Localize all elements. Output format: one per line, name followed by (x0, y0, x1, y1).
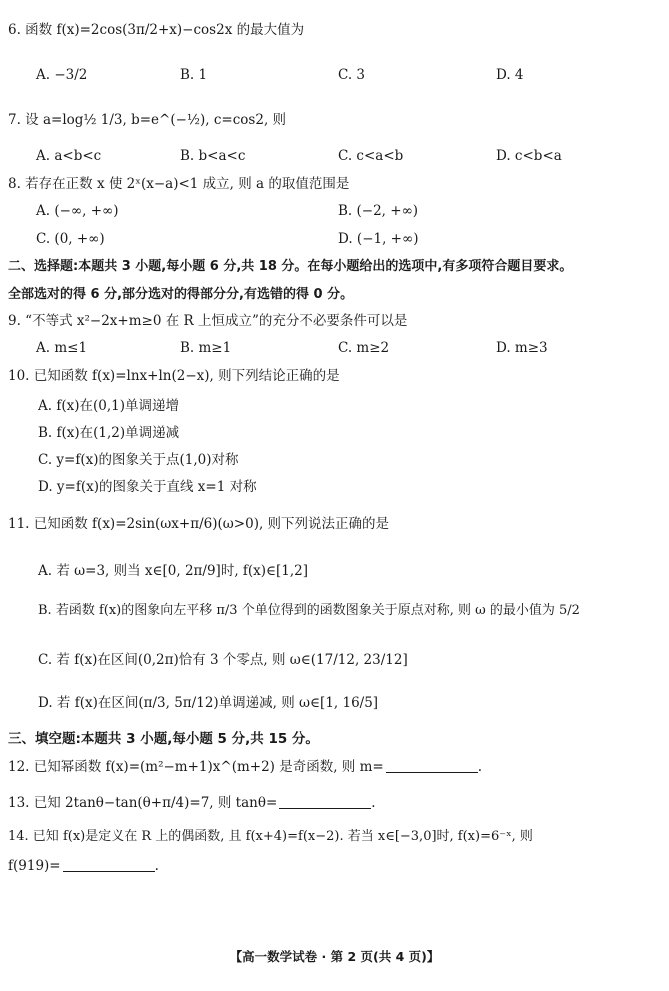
q14-answer-blank[interactable] (63, 859, 155, 872)
question-13 (8, 795, 376, 812)
question-13-stem: 13. 已知 2tanθ−tan(θ+π/4)=7, 则 tanθ= (8, 795, 278, 811)
q8-option-d: D. (−1, +∞) (338, 231, 419, 247)
question-9-stem: 9. “不等式 x²−2x+m≥0 在 R 上恒成立”的充分不必要条件可以是 (8, 313, 408, 329)
question-12-stem: 12. 已知幂函数 f(x)=(m²−m+1)x^(m+2) 是奇函数, 则 m= (8, 759, 384, 775)
section-2-instructions: 全部选对的得 6 分,部分选对的得部分分,有选错的得 0 分。 (8, 287, 354, 302)
q13-tail: . (371, 795, 376, 811)
q14-tail: . (154, 858, 159, 874)
q9-option-a: A. m≤1 (36, 340, 88, 356)
q12-answer-blank[interactable] (386, 760, 478, 773)
q7-option-d: D. c<b<a (496, 148, 562, 164)
q12-tail: . (477, 759, 483, 775)
q9-option-d: D. m≥3 (496, 340, 548, 356)
page-footer: 【高一数学试卷 · 第 2 页(共 4 页)】 (229, 949, 440, 964)
q9-option-c: C. m≥2 (338, 340, 390, 356)
q10-option-c: C. y=f(x)的图象关于点(1,0)对称 (38, 452, 239, 468)
q11-option-b: B. 若函数 f(x)的图象向左平移 π/3 个单位得到的函数图象关于原点对称, 则 ω 的最小值为 5/2 (38, 603, 580, 618)
q10-option-d: D. y=f(x)的图象关于直线 x=1 对称 (38, 479, 257, 495)
question-7-stem: 7. 设 a=log½ 1/3, b=e^(−½), c=cos2, 则 (8, 112, 287, 128)
q8-option-c: C. (0, +∞) (36, 231, 105, 247)
section-3-heading: 三、填空题:本题共 3 小题,每小题 5 分,共 15 分。 (8, 731, 319, 747)
question-12 (8, 759, 482, 776)
question-14-stem: 14. 已知 f(x)是定义在 R 上的偶函数, 且 f(x+4)=f(x−2). 若当 x∈[−3,0]时, f(x)=6⁻ˣ, 则 (8, 829, 533, 844)
question-6-stem: 6. 函数 f(x)=2cos(3π/2+x)−cos2x 的最大值为 (8, 22, 305, 38)
question-11-stem: 11. 已知函数 f(x)=2sin(ωx+π/6)(ω>0), 则下列说法正确的是 (8, 516, 390, 532)
q7-option-b: B. b<a<c (180, 148, 246, 164)
q8-option-a: A. (−∞, +∞) (36, 203, 119, 219)
question-8-stem: 8. 若存在正数 x 使 2ˣ(x−a)<1 成立, 则 a 的取值范围是 (8, 176, 350, 192)
q11-option-a: A. 若 ω=3, 则当 x∈[0, 2π/9]时, f(x)∈[1,2] (38, 563, 309, 579)
q8-option-b: B. (−2, +∞) (338, 203, 419, 219)
q14-expression: f(919)= (8, 858, 61, 874)
q10-option-b: B. f(x)在(1,2)单调递减 (38, 425, 180, 441)
q6-option-c: C. 3 (338, 67, 366, 83)
q13-answer-blank[interactable] (279, 796, 371, 809)
section-2-heading: 二、选择题:本题共 3 小题,每小题 6 分,共 18 分。在每小题给出的选项中,有多项符合题目要求。 (8, 259, 573, 274)
q9-option-b: B. m≥1 (180, 340, 232, 356)
q7-option-a: A. a<b<c (36, 148, 102, 164)
q10-option-a: A. f(x)在(0,1)单调递增 (38, 398, 179, 414)
question-10-stem: 10. 已知函数 f(x)=lnx+ln(2−x), 则下列结论正确的是 (8, 368, 340, 384)
q6-option-d: D. 4 (496, 67, 524, 83)
question-14-line2 (8, 858, 159, 875)
q11-option-c: C. 若 f(x)在区间(0,2π)恰有 3 个零点, 则 ω∈(17/12, 23/12] (38, 652, 408, 668)
q6-option-a: A. −3/2 (36, 67, 88, 83)
q11-option-d: D. 若 f(x)在区间(π/3, 5π/12)单调递减, 则 ω∈[1, 16/5] (38, 695, 379, 711)
q7-option-c: C. c<a<b (338, 148, 404, 164)
q6-option-b: B. 1 (180, 67, 208, 83)
